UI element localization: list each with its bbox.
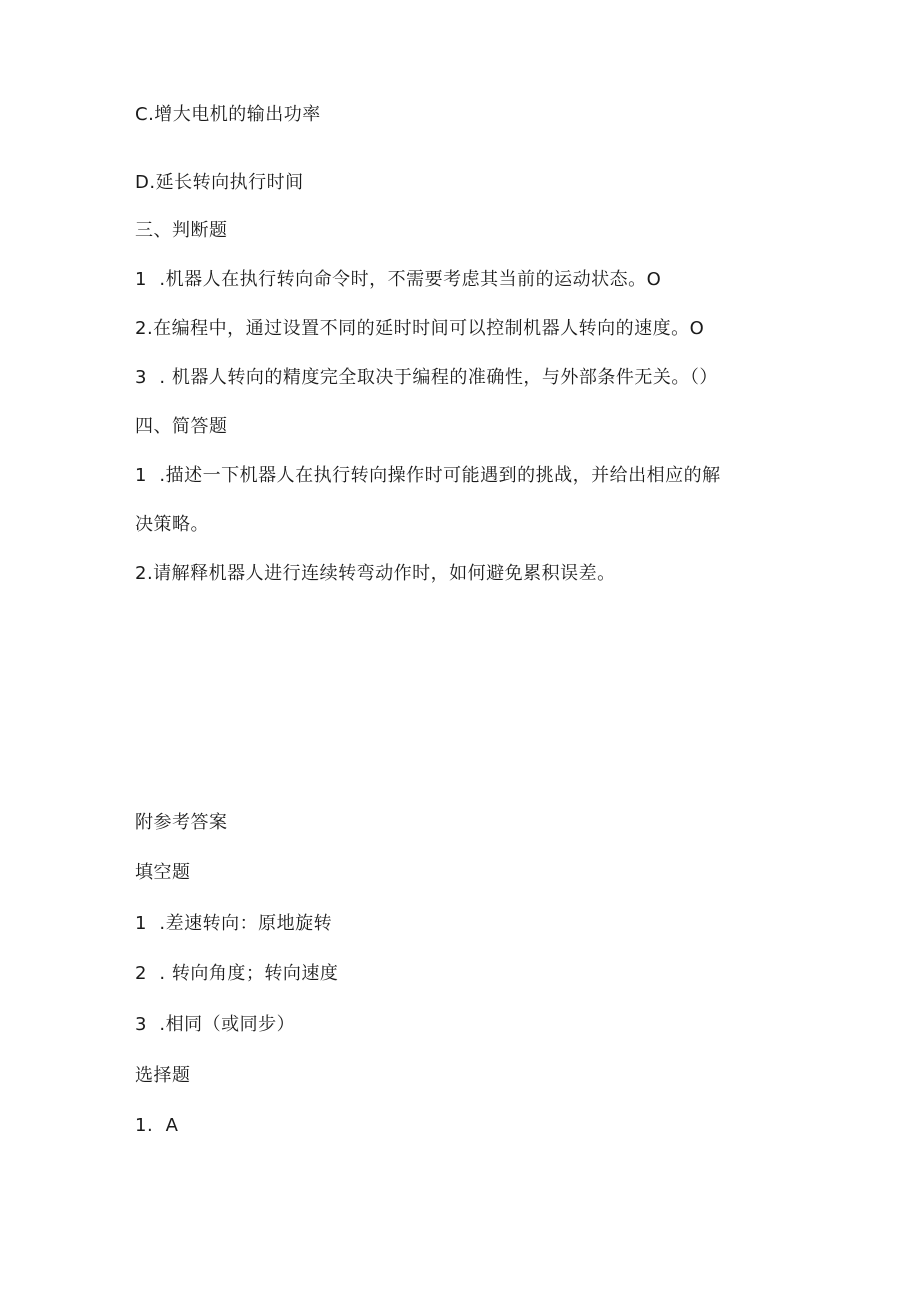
choice-option-c: C.增大电机的输出功率 <box>135 104 321 125</box>
fill-blank-answer-2: 2 . 转向角度；转向速度 <box>135 963 339 984</box>
judgment-item-1: 1 .机器人在执行转向命令时，不需要考虑其当前的运动状态。O <box>135 269 662 290</box>
short-answer-item-1-line-2: 决策略。 <box>135 514 209 535</box>
fill-blank-answer-1: 1 .差速转向：原地旋转 <box>135 913 333 934</box>
answers-heading: 附参考答案 <box>135 812 228 833</box>
choice-answer-1: 1. A <box>135 1115 179 1136</box>
fill-blank-heading: 填空题 <box>135 862 191 883</box>
short-answer-item-1-line-1: 1 .描述一下机器人在执行转向操作时可能遇到的挑战，并给出相应的解 <box>135 465 721 486</box>
judgment-heading: 三、判断题 <box>135 220 228 241</box>
choice-option-d: D.延长转向执行时间 <box>135 172 304 193</box>
judgment-item-2: 2.在编程中，通过设置不同的延时时间可以控制机器人转向的速度。O <box>135 318 705 339</box>
fill-blank-answer-3: 3 .相同（或同步） <box>135 1014 296 1035</box>
judgment-item-3: 3 . 机器人转向的精度完全取决于编程的准确性，与外部条件无关。（） <box>135 367 718 388</box>
short-answer-item-2: 2.请解释机器人进行连续转弯动作时，如何避免累积误差。 <box>135 563 616 584</box>
short-answer-heading: 四、简答题 <box>135 416 228 437</box>
choice-heading: 选择题 <box>135 1065 191 1086</box>
